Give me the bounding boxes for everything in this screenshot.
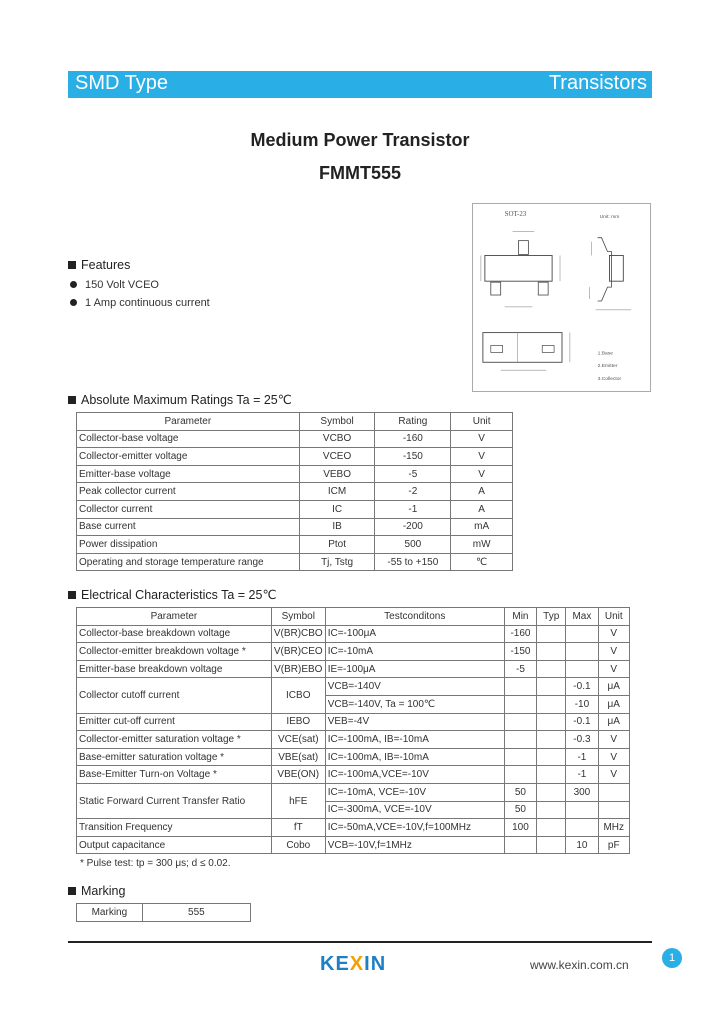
max-cell: [566, 660, 598, 678]
column-header: Symbol: [271, 608, 325, 626]
symbol-cell: Cobo: [271, 836, 325, 854]
parameter-cell: Output capacitance: [77, 836, 272, 854]
square-bullet-icon: [68, 396, 76, 404]
symbol-cell: fT: [271, 819, 325, 837]
min-cell: [504, 695, 536, 713]
unit-cell: pF: [598, 836, 629, 854]
min-cell: 100: [504, 819, 536, 837]
absolute-ratings-table: [76, 412, 513, 571]
min-cell: [504, 748, 536, 766]
parameter-cell: Collector current: [77, 500, 300, 518]
unit-cell: V: [598, 643, 629, 661]
unit-cell: V: [598, 660, 629, 678]
rating-cell: -55 to +150: [375, 553, 451, 571]
condition-cell: IC=-10mA: [325, 643, 504, 661]
table-row: [77, 643, 630, 661]
header-banner: [68, 71, 652, 98]
marking-label: Marking: [77, 904, 143, 922]
symbol-cell: V(BR)EBO: [271, 660, 325, 678]
min-cell: 50: [504, 801, 536, 819]
parameter-cell: Emitter-base voltage: [77, 465, 300, 483]
symbol-cell: hFE: [271, 783, 325, 818]
electrical-characteristics-table: [76, 607, 630, 854]
rating-cell: 500: [375, 536, 451, 554]
column-header: Parameter: [77, 413, 300, 431]
table-row: [77, 660, 630, 678]
typ-cell: [537, 783, 566, 801]
feature-item: 150 Volt VCEO: [70, 279, 159, 291]
unit-cell: μA: [598, 713, 629, 731]
min-cell: 50: [504, 783, 536, 801]
table-row: [77, 518, 513, 536]
table-row: [77, 625, 630, 643]
sot23-outline-drawing: [473, 204, 650, 391]
symbol-cell: Tj, Tstg: [299, 553, 375, 571]
parameter-cell: Base-Emitter Turn-on Voltage *: [77, 766, 272, 784]
page-number: 1: [662, 948, 682, 968]
table-row: [77, 536, 513, 554]
pin2-label: 2.Emitter: [597, 364, 618, 370]
min-cell: [504, 836, 536, 854]
max-cell: -1: [566, 748, 598, 766]
unit-cell: V: [598, 625, 629, 643]
table-row: [77, 553, 513, 571]
parameter-cell: Collector-emitter saturation voltage *: [77, 731, 272, 749]
footer-divider: [68, 941, 652, 943]
table-row: [77, 766, 630, 784]
rating-cell: -200: [375, 518, 451, 536]
min-cell: -150: [504, 643, 536, 661]
unit-cell: ℃: [451, 553, 513, 571]
square-bullet-icon: [68, 887, 76, 895]
column-header: Min: [504, 608, 536, 626]
parameter-cell: Emitter cut-off current: [77, 713, 272, 731]
parameter-cell: Base-emitter saturation voltage *: [77, 748, 272, 766]
package-diagram: [472, 203, 651, 392]
unit-cell: [598, 801, 629, 819]
unit-cell: A: [451, 500, 513, 518]
min-cell: -5: [504, 660, 536, 678]
marking-table: [76, 903, 251, 922]
max-cell: 10: [566, 836, 598, 854]
condition-cell: IE=-100μA: [325, 660, 504, 678]
typ-cell: [537, 766, 566, 784]
symbol-cell: IEBO: [271, 713, 325, 731]
parameter-cell: Transition Frequency: [77, 819, 272, 837]
package-name: SOT-23: [504, 210, 527, 218]
symbol-cell: Ptot: [299, 536, 375, 554]
table-row: [77, 904, 251, 922]
unit-cell: [598, 783, 629, 801]
symbol-cell: V(BR)CBO: [271, 625, 325, 643]
rating-cell: -1: [375, 500, 451, 518]
absolute-ratings-heading: Absolute Maximum Ratings Ta = 25℃: [68, 392, 292, 407]
max-cell: -0.1: [566, 678, 598, 696]
parameter-cell: Collector-emitter breakdown voltage *: [77, 643, 272, 661]
min-cell: [504, 766, 536, 784]
typ-cell: [537, 695, 566, 713]
table-row: [77, 500, 513, 518]
condition-cell: IC=-100mA, IB=-10mA: [325, 748, 504, 766]
square-bullet-icon: [68, 591, 76, 599]
column-header: Unit: [451, 413, 513, 431]
parameter-cell: Operating and storage temperature range: [77, 553, 300, 571]
symbol-cell: VCBO: [299, 430, 375, 448]
parameter-cell: Static Forward Current Transfer Ratio: [77, 783, 272, 818]
max-cell: [566, 625, 598, 643]
condition-cell: VCB=-10V,f=1MHz: [325, 836, 504, 854]
table-row: [77, 713, 630, 731]
typ-cell: [537, 625, 566, 643]
parameter-cell: Collector cutoff current: [77, 678, 272, 713]
condition-cell: VEB=-4V: [325, 713, 504, 731]
symbol-cell: VBE(ON): [271, 766, 325, 784]
min-cell: -160: [504, 625, 536, 643]
unit-cell: V: [451, 430, 513, 448]
feature-item: 1 Amp continuous current: [70, 297, 210, 309]
unit-cell: V: [598, 748, 629, 766]
table-row: [77, 783, 630, 801]
rating-cell: -5: [375, 465, 451, 483]
unit-cell: A: [451, 483, 513, 501]
symbol-cell: VEBO: [299, 465, 375, 483]
table-header-row: [77, 608, 630, 626]
marking-value: 555: [142, 904, 250, 922]
column-header: Typ: [537, 608, 566, 626]
unit-cell: V: [598, 731, 629, 749]
parameter-cell: Collector-emitter voltage: [77, 448, 300, 466]
condition-cell: IC=-100mA, IB=-10mA: [325, 731, 504, 749]
dot-bullet-icon: [70, 299, 77, 306]
rating-cell: -160: [375, 430, 451, 448]
square-bullet-icon: [68, 261, 76, 269]
dot-bullet-icon: [70, 281, 77, 288]
max-cell: -0.1: [566, 713, 598, 731]
table-header-row: [77, 413, 513, 431]
condition-cell: IC=-50mA,VCE=-10V,f=100MHz: [325, 819, 504, 837]
symbol-cell: IB: [299, 518, 375, 536]
typ-cell: [537, 643, 566, 661]
unit-cell: mA: [451, 518, 513, 536]
typ-cell: [537, 713, 566, 731]
table-row: [77, 836, 630, 854]
typ-cell: [537, 819, 566, 837]
page-title: Medium Power Transistor: [250, 130, 470, 150]
part-number: FMMT555: [318, 163, 401, 183]
max-cell: [566, 819, 598, 837]
symbol-cell: VBE(sat): [271, 748, 325, 766]
electrical-heading: Electrical Characteristics Ta = 25℃: [68, 587, 276, 602]
unit-cell: μA: [598, 695, 629, 713]
min-cell: [504, 713, 536, 731]
pin3-label: 3.Collector: [597, 377, 622, 383]
website-link[interactable]: www.kexin.com.cn: [530, 958, 629, 972]
min-cell: [504, 678, 536, 696]
symbol-cell: V(BR)CEO: [271, 643, 325, 661]
unit-cell: V: [451, 448, 513, 466]
pin1-label: 1.Base: [597, 351, 613, 357]
max-cell: -10: [566, 695, 598, 713]
table-row: [77, 483, 513, 501]
column-header: Rating: [375, 413, 451, 431]
rating-cell: -150: [375, 448, 451, 466]
condition-cell: IC=-100mA,VCE=-10V: [325, 766, 504, 784]
unit-cell: mW: [451, 536, 513, 554]
table-row: [77, 430, 513, 448]
typ-cell: [537, 836, 566, 854]
min-cell: [504, 731, 536, 749]
parameter-cell: Collector-base breakdown voltage: [77, 625, 272, 643]
condition-cell: IC=-10mA, VCE=-10V: [325, 783, 504, 801]
parameter-cell: Collector-base voltage: [77, 430, 300, 448]
header-type: SMD Type: [75, 72, 168, 94]
table-row: [77, 678, 630, 696]
typ-cell: [537, 678, 566, 696]
column-header: Testconditons: [325, 608, 504, 626]
condition-cell: VCB=-140V: [325, 678, 504, 696]
symbol-cell: VCE(sat): [271, 731, 325, 749]
table-row: [77, 819, 630, 837]
typ-cell: [537, 801, 566, 819]
marking-heading: Marking: [68, 884, 125, 898]
max-cell: [566, 643, 598, 661]
rating-cell: -2: [375, 483, 451, 501]
header-category: Transistors: [548, 72, 647, 94]
typ-cell: [537, 731, 566, 749]
table-row: [77, 448, 513, 466]
max-cell: -1: [566, 766, 598, 784]
table-row: [77, 748, 630, 766]
max-cell: -0.3: [566, 731, 598, 749]
max-cell: [566, 801, 598, 819]
parameter-cell: Emitter-base breakdown voltage: [77, 660, 272, 678]
parameter-cell: Base current: [77, 518, 300, 536]
unit-cell: MHz: [598, 819, 629, 837]
kexin-logo: KEXIN: [320, 953, 387, 975]
condition-cell: VCB=-140V, Ta = 100℃: [325, 695, 504, 713]
parameter-cell: Power dissipation: [77, 536, 300, 554]
typ-cell: [537, 660, 566, 678]
symbol-cell: VCEO: [299, 448, 375, 466]
condition-cell: IC=-300mA, VCE=-10V: [325, 801, 504, 819]
symbol-cell: IC: [299, 500, 375, 518]
table-row: [77, 465, 513, 483]
column-header: Parameter: [77, 608, 272, 626]
features-heading: Features: [68, 258, 130, 272]
typ-cell: [537, 748, 566, 766]
table-row: [77, 731, 630, 749]
max-cell: 300: [566, 783, 598, 801]
pulse-test-note: * Pulse test: tp = 300 μs; d ≤ 0.02.: [80, 858, 231, 869]
symbol-cell: ICM: [299, 483, 375, 501]
parameter-cell: Peak collector current: [77, 483, 300, 501]
symbol-cell: ICBO: [271, 678, 325, 713]
column-header: Symbol: [299, 413, 375, 431]
column-header: Unit: [598, 608, 629, 626]
unit-cell: V: [598, 766, 629, 784]
unit-cell: μA: [598, 678, 629, 696]
column-header: Max: [566, 608, 598, 626]
unit-cell: V: [451, 465, 513, 483]
unit-label: Unit: mm: [599, 214, 620, 220]
condition-cell: IC=-100μA: [325, 625, 504, 643]
